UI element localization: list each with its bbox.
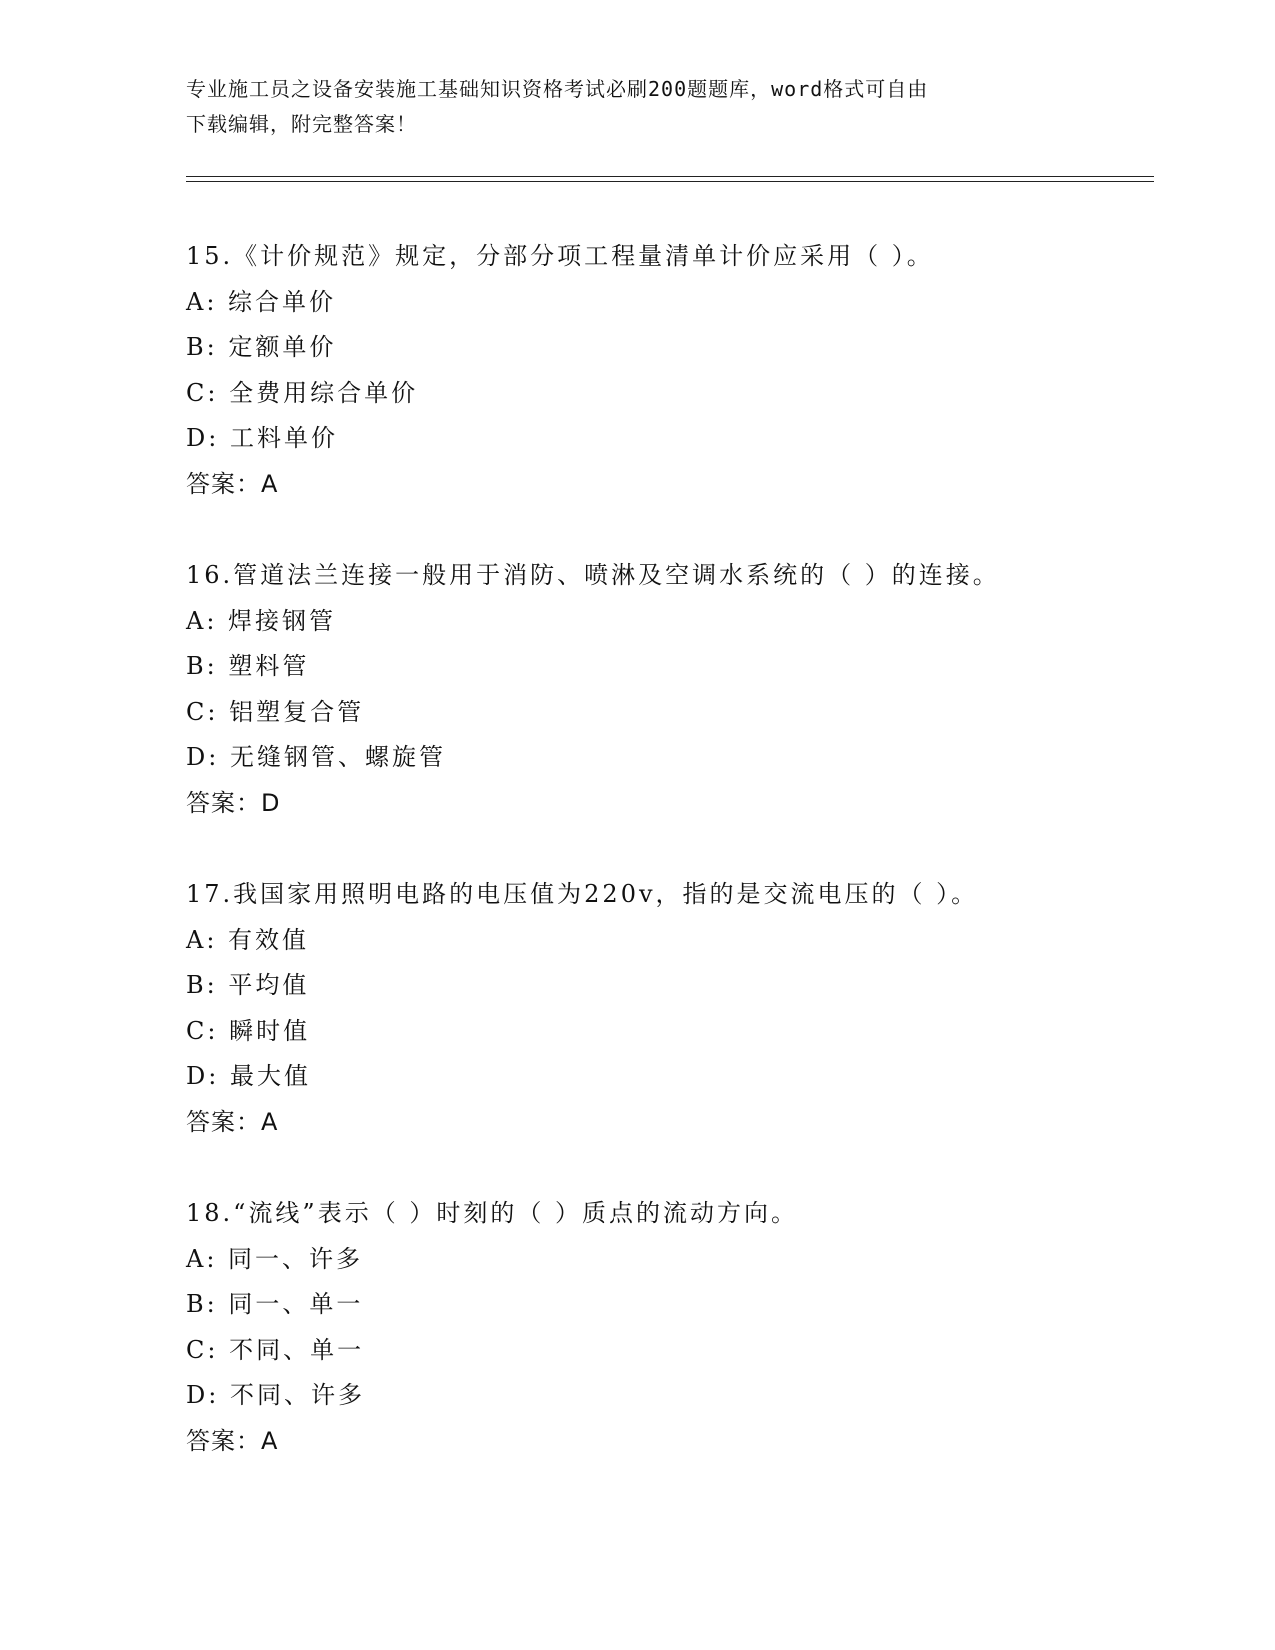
- header-divider-top: [186, 176, 1154, 177]
- answer-line: 答案：A: [186, 1426, 279, 1455]
- option-b: B: 平均值: [186, 971, 310, 999]
- option-a: A: 综合单价: [186, 287, 337, 316]
- option-a: A: 焊接钢管: [186, 606, 337, 635]
- option-d: D: 工料单价: [186, 424, 338, 452]
- document-header: [186, 72, 1086, 142]
- option-d: D: 不同、许多: [186, 1381, 365, 1409]
- option-b: B: 同一、单一: [186, 1290, 364, 1318]
- question-16: [186, 553, 1146, 872]
- header-divider-bottom: [186, 181, 1154, 182]
- option-c: C: 不同、单一: [186, 1335, 365, 1364]
- option-a: A: 有效值: [186, 925, 310, 954]
- option-a: A: 同一、许多: [186, 1244, 364, 1273]
- option-d: D: 无缝钢管、螺旋管: [186, 743, 446, 771]
- option-c: C: 全费用综合单价: [186, 378, 419, 407]
- question-list: [186, 234, 1146, 1510]
- header-title-line-2: 下载编辑，附完整答案！: [186, 112, 417, 136]
- question-stem: 16.管道法兰连接一般用于消防、喷淋及空调水系统的（ ）的连接。: [186, 561, 1000, 589]
- answer-line: 答案：A: [186, 469, 279, 498]
- question-stem: 18.“流线”表示（ ）时刻的（ ）质点的流动方向。: [186, 1199, 798, 1227]
- header-title-line-1: 专业施工员之设备安装施工基础知识资格考试必刷200题题库，word格式可自由: [186, 77, 929, 101]
- option-d: D: 最大值: [186, 1062, 311, 1090]
- option-b: B: 定额单价: [186, 333, 337, 361]
- option-c: C: 铝塑复合管: [186, 697, 365, 726]
- question-stem: 15.《计价规范》规定，分部分项工程量清单计价应采用（ ）。: [186, 242, 934, 270]
- answer-line: 答案：A: [186, 1107, 279, 1136]
- option-b: B: 塑料管: [186, 652, 310, 680]
- question-18: [186, 1191, 1146, 1510]
- question-17: [186, 872, 1146, 1191]
- question-stem: 17.我国家用照明电路的电压值为220v，指的是交流电压的（ ）。: [186, 880, 979, 908]
- question-15: [186, 234, 1146, 553]
- option-c: C: 瞬时值: [186, 1016, 311, 1045]
- answer-line: 答案：D: [186, 788, 281, 817]
